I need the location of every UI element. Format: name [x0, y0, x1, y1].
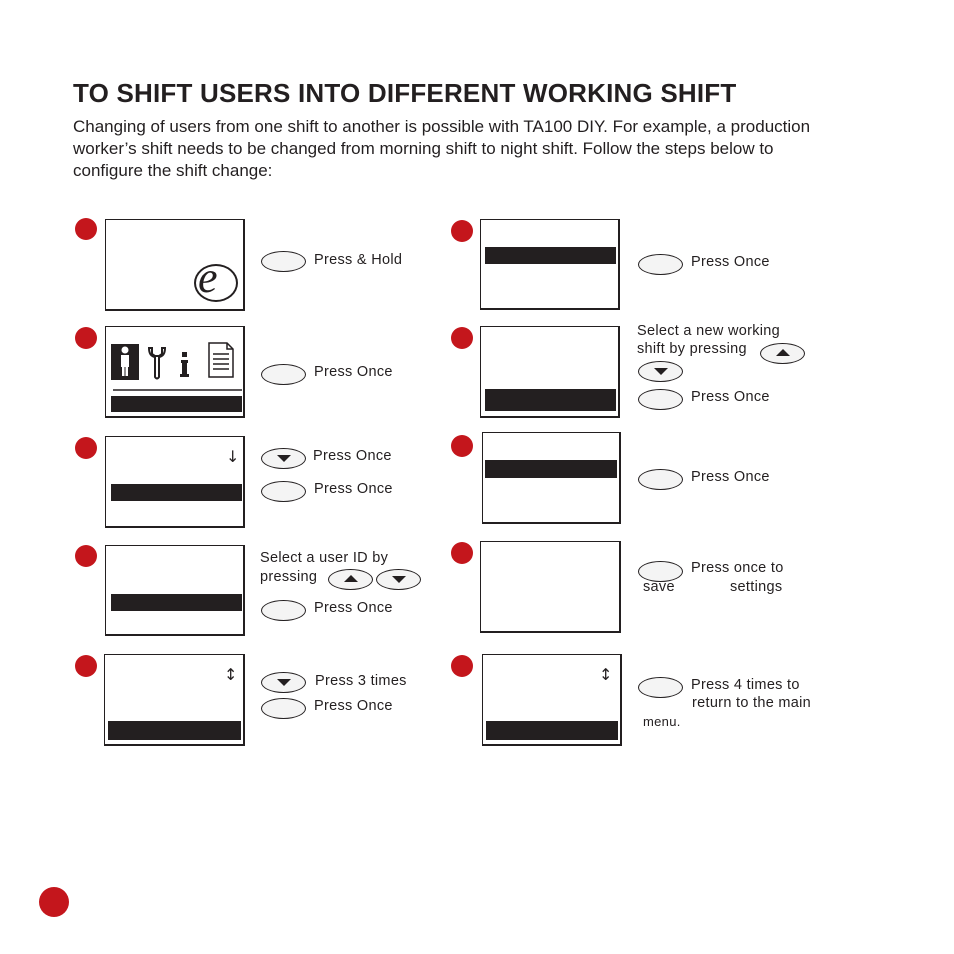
ok-button[interactable]	[261, 481, 306, 502]
ok-button[interactable]	[638, 677, 683, 698]
step-5-down-label: Press 3 times	[315, 673, 407, 689]
arrow-down-icon: ↓	[226, 447, 240, 466]
step-2-marker	[75, 327, 97, 349]
step-3-screen	[105, 436, 245, 528]
up-button[interactable]	[760, 343, 805, 364]
button-up-icon	[344, 575, 358, 582]
step-5-ok-label: Press Once	[314, 698, 393, 714]
step-5-screen	[104, 654, 245, 746]
button-down-icon	[392, 576, 406, 583]
step-10-label-line2: return to the main	[692, 695, 812, 711]
button-down-icon	[654, 368, 668, 375]
up-button[interactable]	[328, 569, 373, 590]
highlight-bar	[111, 484, 242, 501]
ok-button[interactable]	[261, 251, 306, 272]
step-7-ok-label: Press Once	[691, 389, 770, 405]
step-5-marker	[75, 655, 97, 677]
step-8-screen	[482, 432, 621, 524]
step-7-select-line1: Select a new working	[637, 323, 781, 339]
step-1-label: Press & Hold	[314, 252, 403, 268]
ok-button[interactable]	[638, 469, 683, 490]
ok-button[interactable]	[261, 364, 306, 385]
ok-button[interactable]	[638, 389, 683, 410]
step-7-select-line2: shift by pressing	[637, 341, 747, 357]
step-7-screen	[480, 326, 620, 418]
down-button[interactable]	[261, 672, 306, 693]
step-4-ok-label: Press Once	[314, 600, 393, 616]
down-button[interactable]	[261, 448, 306, 469]
user-icon	[111, 344, 139, 380]
highlight-bar	[486, 721, 618, 740]
step-2-label: Press Once	[314, 364, 393, 380]
arrow-updown-icon: ↕	[599, 665, 613, 684]
ok-button[interactable]	[261, 600, 306, 621]
info-icon	[180, 352, 189, 377]
step-8-marker	[451, 435, 473, 457]
step-9-label-line1: Press once to	[691, 560, 784, 576]
ok-button[interactable]	[261, 698, 306, 719]
button-down-icon	[277, 679, 291, 686]
step-9-label-settings: settings	[730, 579, 783, 595]
arrow-updown-icon: ↕	[224, 665, 238, 684]
step-6-marker	[451, 220, 473, 242]
highlight-bar	[108, 721, 241, 740]
step-9-screen	[480, 541, 621, 633]
step-6-screen	[480, 219, 620, 310]
down-button[interactable]	[638, 361, 683, 382]
highlight-bar	[111, 396, 242, 412]
step-4-screen	[105, 545, 245, 636]
intro-paragraph: Changing of users from one shift to another is possible with TA100 DIY. For example, a production worker’s shift needs to be changed from morning shift to night shift. Follow the steps below to configure the shift change:	[73, 117, 811, 180]
button-up-icon	[776, 349, 790, 356]
step-10-label-line3: menu.	[643, 714, 681, 729]
highlight-bar	[485, 460, 617, 478]
step-4-select-line2: pressing	[260, 569, 318, 585]
button-down-icon	[277, 455, 291, 462]
step-4-marker	[75, 545, 97, 567]
step-8-label: Press Once	[691, 469, 770, 485]
wrench-icon	[149, 348, 165, 379]
step-7-marker	[451, 327, 473, 349]
document-icon	[209, 343, 233, 377]
step-10-label-line1: Press 4 times to	[691, 677, 800, 693]
step-3-ok-label: Press Once	[314, 481, 393, 497]
step-1-screen	[105, 219, 245, 311]
step-6-label: Press Once	[691, 254, 770, 270]
step-3-marker	[75, 437, 97, 459]
highlight-bar	[111, 594, 242, 611]
down-button[interactable]	[376, 569, 421, 590]
step-1-marker	[75, 218, 97, 240]
step-4-select-line1: Select a user ID by	[260, 550, 389, 566]
menu-icons	[108, 337, 244, 397]
step-9-marker	[451, 542, 473, 564]
ok-button[interactable]	[638, 254, 683, 275]
step-9-label-save: save	[643, 579, 675, 595]
highlight-bar	[485, 389, 616, 411]
step-2-screen	[105, 326, 245, 418]
page-title: TO SHIFT USERS INTO DIFFERENT WORKING SHIFT	[73, 78, 737, 108]
highlight-bar	[485, 247, 616, 264]
page-marker	[39, 887, 69, 917]
step-10-marker	[451, 655, 473, 677]
e-logo-icon: e	[198, 253, 218, 302]
step-10-screen	[482, 654, 622, 746]
step-3-down-label: Press Once	[313, 448, 392, 464]
